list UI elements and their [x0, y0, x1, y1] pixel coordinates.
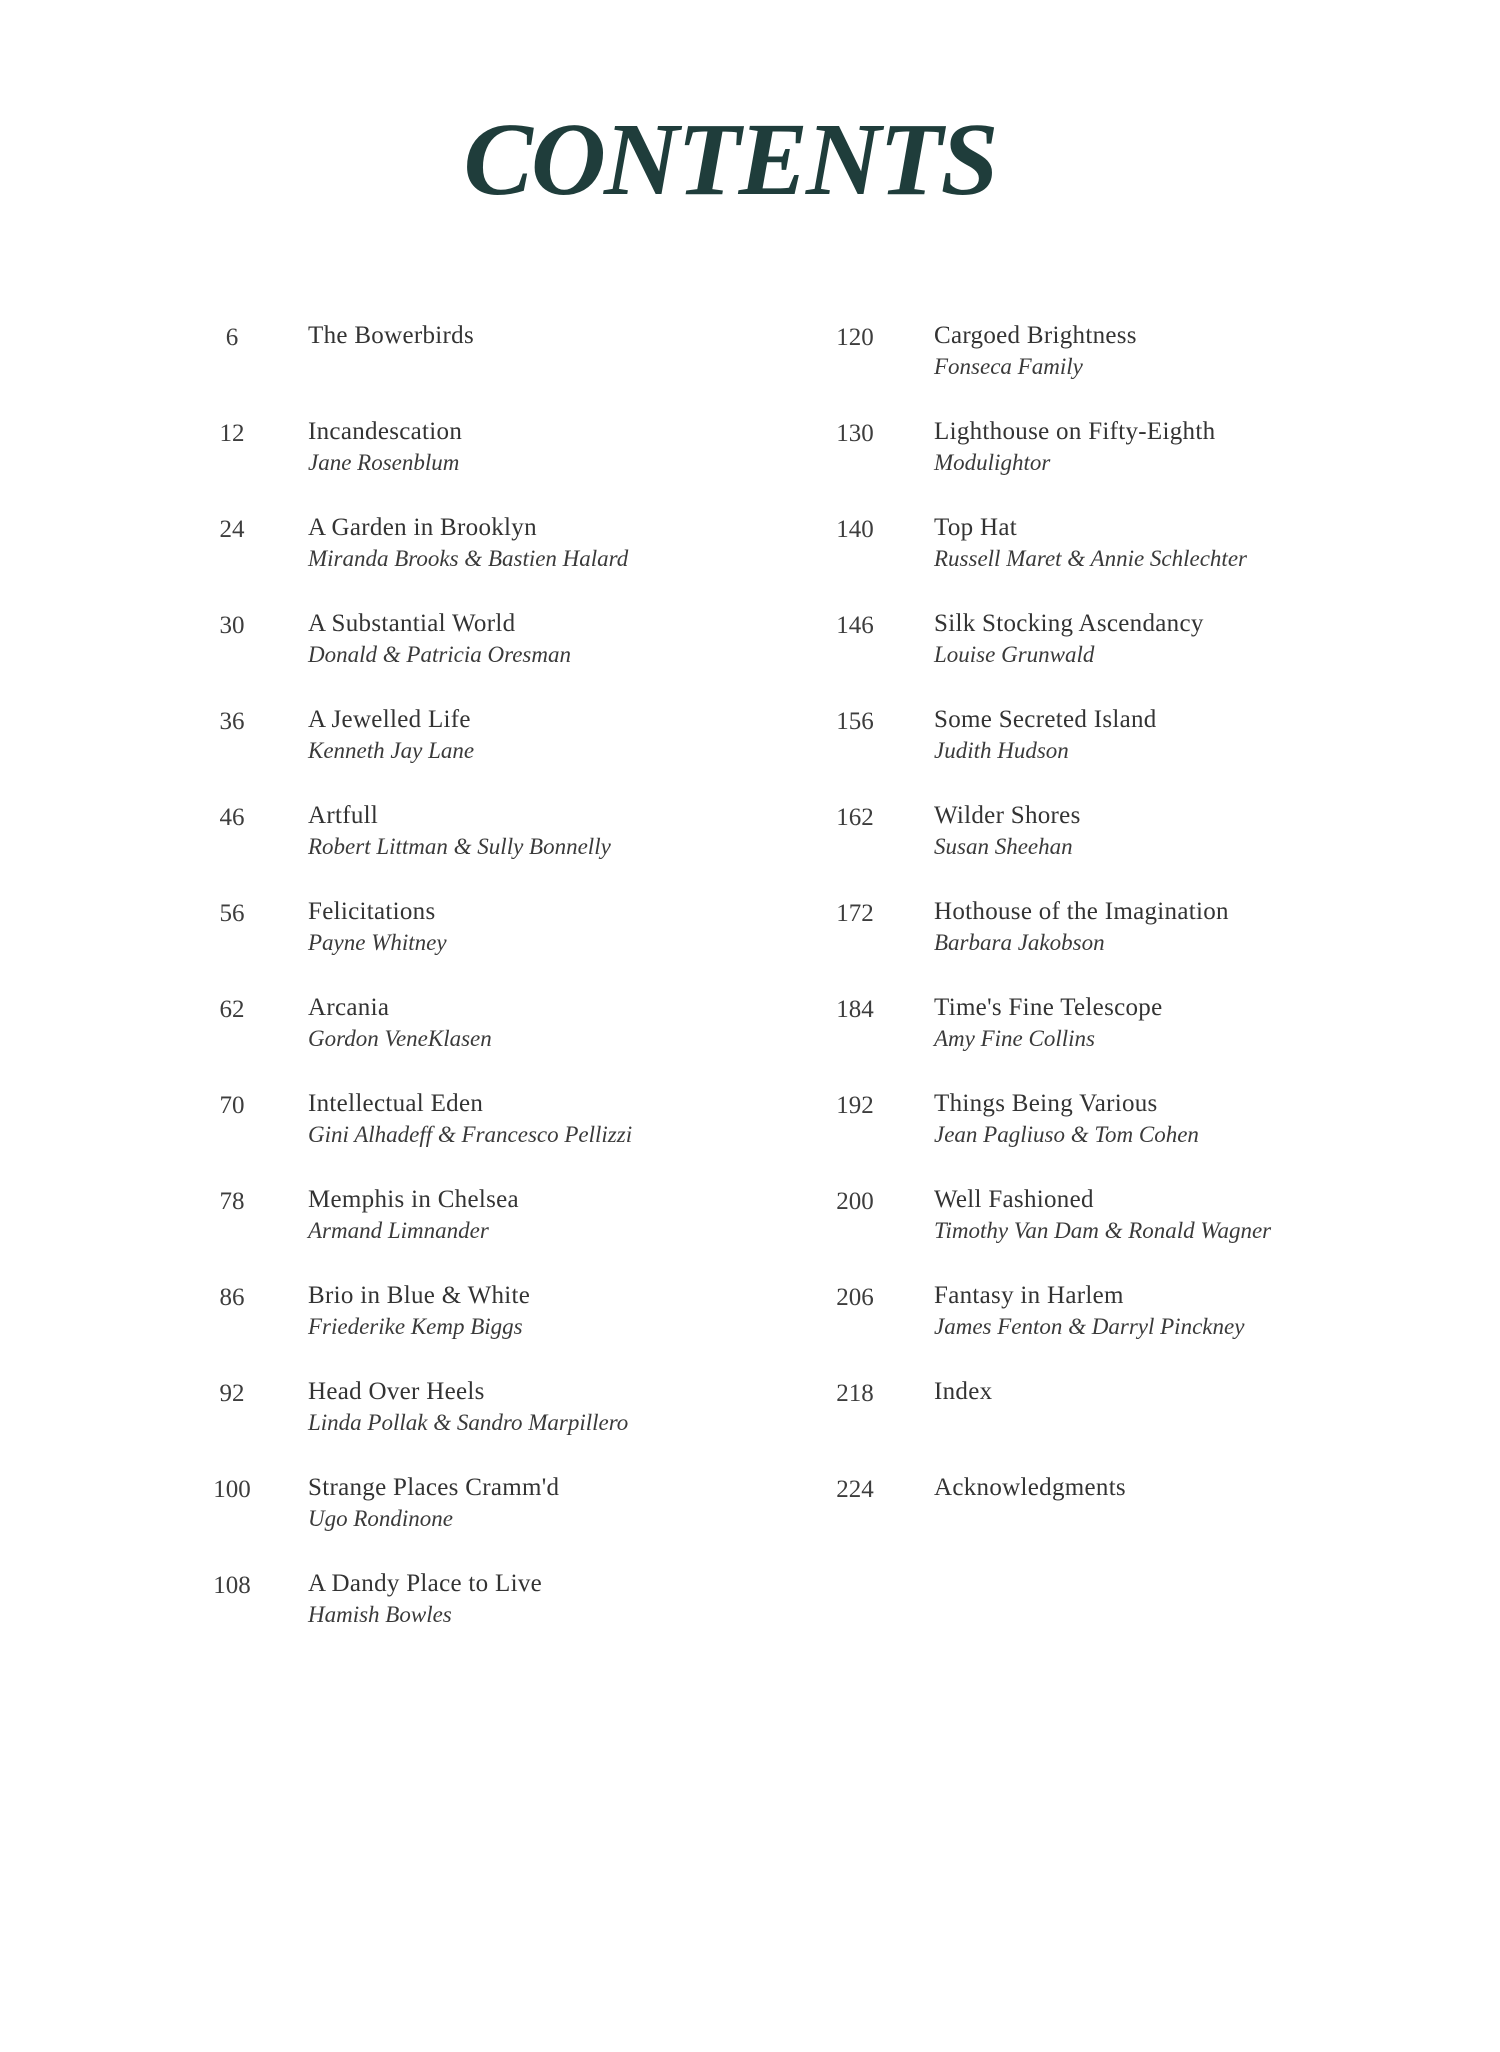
chapter-title: Acknowledgments [934, 1474, 1126, 1501]
page-number: 130 [836, 420, 874, 447]
page-number: 78 [219, 1188, 245, 1215]
page-number: 46 [219, 804, 245, 831]
page-number: 6 [225, 324, 239, 351]
page-number: 100 [213, 1476, 251, 1503]
chapter-title: The Bowerbirds [308, 322, 474, 349]
chapter-author: Friederike Kemp Biggs [308, 1314, 523, 1339]
page-number: 224 [836, 1476, 874, 1503]
chapter-author: Fonseca Family [934, 354, 1083, 379]
contents-entry [822, 1186, 1442, 1282]
chapter-title: Strange Places Cramm'd [308, 1474, 560, 1501]
chapter-title: Some Secreted Island [934, 706, 1157, 733]
page-number: 36 [219, 708, 245, 735]
chapter-author: Jane Rosenblum [308, 450, 460, 475]
chapter-title: A Jewelled Life [308, 706, 471, 733]
page-number: 108 [213, 1572, 251, 1599]
contents-column-right [822, 322, 1442, 1570]
contents-entry [822, 1378, 1442, 1474]
contents-entry [822, 1282, 1442, 1378]
chapter-author: Louise Grunwald [934, 642, 1095, 667]
chapter-author: Donald & Patricia Oresman [308, 642, 571, 667]
page-number: 70 [219, 1092, 245, 1119]
chapter-title: Hothouse of the Imagination [934, 898, 1229, 925]
contents-entry [822, 898, 1442, 994]
chapter-title: Things Being Various [934, 1090, 1158, 1117]
contents-entry [822, 706, 1442, 802]
chapter-title: Cargoed Brightness [934, 322, 1137, 349]
chapter-author: Susan Sheehan [934, 834, 1073, 859]
chapter-author: Ugo Rondinone [308, 1506, 454, 1531]
contents-entry [200, 994, 760, 1090]
chapter-title: Arcania [308, 994, 390, 1021]
chapter-author: Kenneth Jay Lane [308, 738, 475, 763]
page-number: 140 [836, 516, 874, 543]
contents-entry [822, 994, 1442, 1090]
page-number: 92 [219, 1380, 245, 1407]
contents-entry [200, 898, 760, 994]
contents-column-left [200, 322, 760, 1666]
page-number: 120 [836, 324, 874, 351]
contents-entry [200, 610, 760, 706]
contents-entry [200, 1378, 760, 1474]
chapter-author: Armand Limnander [308, 1218, 489, 1243]
contents-entry [822, 1474, 1442, 1570]
chapter-title: Intellectual Eden [308, 1090, 484, 1117]
chapter-title: Incandescation [308, 418, 463, 445]
chapter-title: Time's Fine Telescope [934, 994, 1163, 1021]
chapter-author: Amy Fine Collins [934, 1026, 1095, 1051]
contents-entry [200, 418, 760, 514]
contents-entry [822, 514, 1442, 610]
page-number: 62 [219, 996, 245, 1023]
chapter-title: A Substantial World [308, 610, 516, 637]
chapter-title: Memphis in Chelsea [308, 1186, 519, 1213]
chapter-title: Brio in Blue & White [308, 1282, 531, 1309]
contents-entry [822, 418, 1442, 514]
chapter-author: Payne Whitney [308, 930, 447, 955]
page-number: 172 [836, 900, 874, 927]
page-number: 24 [219, 516, 245, 543]
chapter-title: Wilder Shores [934, 802, 1081, 829]
contents-entry [822, 1090, 1442, 1186]
chapter-author: Gini Alhadeff & Francesco Pellizzi [308, 1122, 633, 1147]
contents-entry [200, 802, 760, 898]
chapter-title: Fantasy in Harlem [934, 1282, 1124, 1309]
chapter-title: A Dandy Place to Live [308, 1570, 543, 1597]
contents-entry [200, 1282, 760, 1378]
page-number: 184 [836, 996, 874, 1023]
chapter-title: Well Fashioned [934, 1186, 1094, 1213]
contents-entry [822, 322, 1442, 418]
contents-entry [200, 1090, 760, 1186]
page-number: 156 [836, 708, 874, 735]
chapter-title: Index [934, 1378, 993, 1405]
chapter-author: James Fenton & Darryl Pinckney [934, 1314, 1245, 1339]
page-number: 30 [219, 612, 245, 639]
page-number: 12 [219, 420, 245, 447]
contents-entry [200, 706, 760, 802]
chapter-title: A Garden in Brooklyn [308, 514, 537, 541]
chapter-title: Silk Stocking Ascendancy [934, 610, 1204, 637]
chapter-author: Robert Littman & Sully Bonnelly [308, 834, 611, 859]
chapter-author: Barbara Jakobson [934, 930, 1105, 955]
page-number: 56 [219, 900, 245, 927]
contents-entry [200, 1186, 760, 1282]
page-number: 218 [836, 1380, 874, 1407]
contents-entry [200, 1570, 760, 1666]
page-number: 192 [836, 1092, 874, 1119]
page-title: CONTENTS [463, 102, 997, 217]
chapter-title: Felicitations [308, 898, 436, 925]
chapter-title: Head Over Heels [308, 1378, 485, 1405]
page-number: 146 [836, 612, 874, 639]
chapter-author: Hamish Bowles [308, 1602, 452, 1627]
chapter-title: Top Hat [934, 514, 1017, 541]
chapter-author: Miranda Brooks & Bastien Halard [308, 546, 629, 571]
chapter-title: Lighthouse on Fifty-Eighth [934, 418, 1216, 445]
contents-entry [200, 322, 760, 418]
contents-entry [200, 1474, 760, 1570]
chapter-author: Judith Hudson [934, 738, 1069, 763]
contents-entry [822, 610, 1442, 706]
chapter-author: Gordon VeneKlasen [308, 1026, 492, 1051]
page-number: 200 [836, 1188, 874, 1215]
page-number: 162 [836, 804, 874, 831]
chapter-author: Modulightor [934, 450, 1051, 475]
chapter-author: Linda Pollak & Sandro Marpillero [308, 1410, 629, 1435]
page-number: 86 [219, 1284, 245, 1311]
contents-entry [822, 802, 1442, 898]
chapter-author: Russell Maret & Annie Schlechter [934, 546, 1247, 571]
chapter-title: Artfull [308, 802, 379, 829]
chapter-author: Timothy Van Dam & Ronald Wagner [934, 1218, 1272, 1243]
page-number: 206 [836, 1284, 874, 1311]
chapter-author: Jean Pagliuso & Tom Cohen [934, 1122, 1199, 1147]
contents-entry [200, 514, 760, 610]
